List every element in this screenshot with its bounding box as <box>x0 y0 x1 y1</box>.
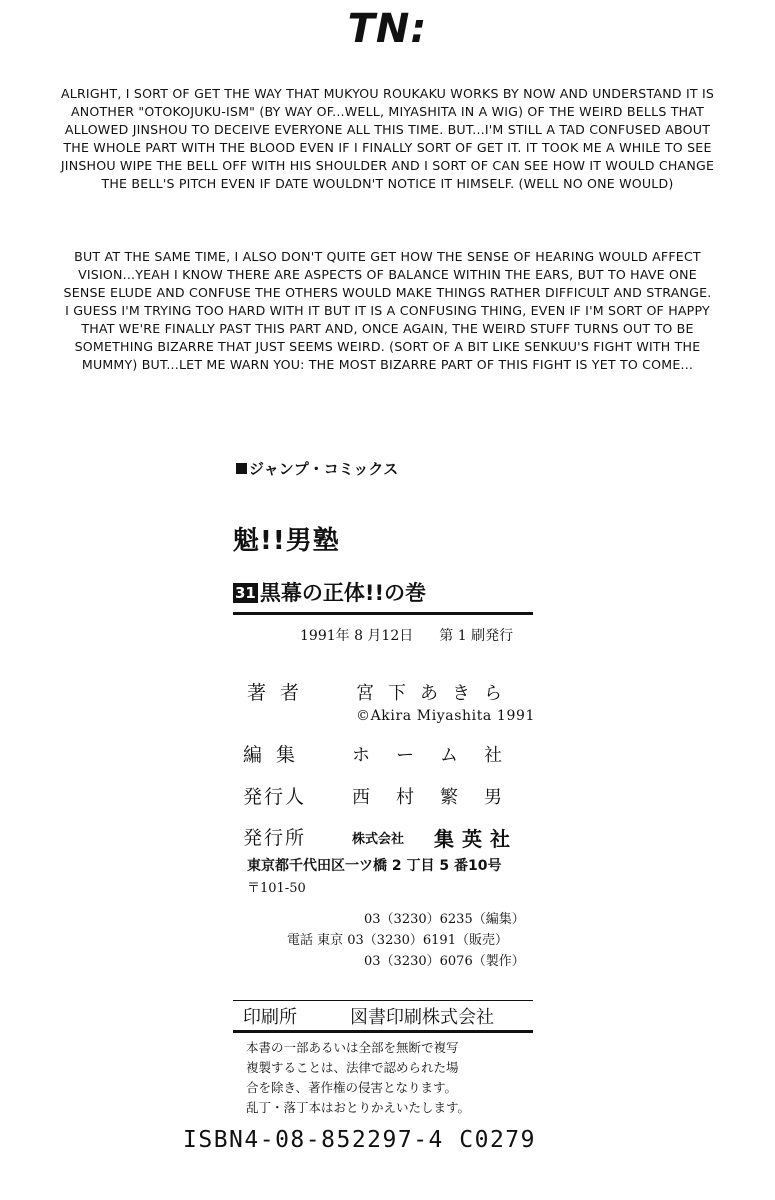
publisher-address: 東京都千代田区一ツ橋 2 丁目 5 番10号 <box>247 858 502 874</box>
phone-sales: 電話 東京 03（3230）6191（販売） <box>287 933 508 948</box>
series-label <box>236 458 398 479</box>
author-label: 著者 <box>247 682 314 704</box>
series-text: ジャンプ・コミックス <box>249 460 399 478</box>
volume-title <box>233 577 426 607</box>
translator-note-paragraph-2: BUT AT THE SAME TIME, I ALSO DON'T QUITE GET HOW THE SENSE OF HEARING WOULD AFFECT VISION...YEAH I KNOW THERE ARE ASPECTS OF BALANCE WITHIN THE EARS, BUT TO HAVE ONE SENSE ELUDE AND CONFUSE THE OTHERS WOULD MAKE THINGS RATHER DIFFICULT AND STRANGE. I GUESS I'M TRYING TOO HARD WITH IT BUT IT IS A CONFUSING THING, EVEN IF I'M SORT OF HAPPY THAT WE'RE FINALLY PAST THIS PART AND, ONCE AGAIN, THE WEIRD STUFF TURNS OUT TO BE SOMETHING BIZARRE THAT JUST SEEMS WEIRD. (SORT OF A BIT LIKE SENKUU'S FIGHT WITH THE MUMMY) BUT...LET ME WARN YOU: THE MOST BIZARRE PART OF THIS FIGHT IS YET TO COME... <box>63 249 712 372</box>
copyright-notice <box>246 1038 536 1118</box>
editor-label: 編集 <box>243 744 310 766</box>
notice-line: 合を除き、著作権の侵害となります。 <box>246 1080 458 1095</box>
notice-line: 本書の一部あるいは全部を無断で複写 <box>246 1040 459 1055</box>
publisher-prefix: 株式会社 <box>352 832 405 847</box>
isbn-code: ISBN4-08-852297-4 C0279 <box>183 1127 536 1153</box>
book-title: 魁!!男塾 <box>233 526 340 556</box>
edition-text: 第 1 刷発行 <box>439 628 514 644</box>
divider-bottom <box>233 1030 533 1033</box>
publisher-name: 集英社 <box>434 827 518 851</box>
volume-title-text: 黒幕の正体!!の巻 <box>259 581 427 605</box>
author-name: 宮下あきら <box>356 683 516 704</box>
notice-line: 乱丁・落丁本はおとりかえいたします。 <box>246 1100 471 1115</box>
publication-date <box>300 625 513 645</box>
volume-number-badge: 31 <box>235 584 256 602</box>
copyright-line: ©Akira Miyashita 1991 <box>356 708 535 724</box>
translator-note-paragraph-1: ALRIGHT, I SORT OF GET THE WAY THAT MUKYOU ROUKAKU WORKS BY NOW AND UNDERSTAND IT IS ANOTHER "OTOKOJUKU-ISM" (BY WAY OF...WELL, MIYASHITA IN A WIG) OF THE WEIRD BELLS THAT ALLOWED JINSHOU TO DECEIVE EVERYONE ALL THIS TIME. BUT...I'M STILL A TAD CONFUSED ABOUT THE WHOLE PART WITH THE BLOOD EVEN IF I FINALLY SORT OF GET IT. IT TOOK ME A WHILE TO SEE JINSHOU WIPE THE BELL OFF WITH HIS SHOULDER AND I SORT OF CAN SEE HOW IT WOULD CHANGE THE BELL'S PITCH EVEN IF DATE WOULDN'T NOTICE IT HIMSELF. (WELL NO ONE WOULD) <box>60 86 715 191</box>
translator-note-title: TN: <box>347 6 428 52</box>
postal-code: 〒101-50 <box>247 881 306 896</box>
publisher-person-name: 西村繁男 <box>352 787 528 808</box>
phone-production: 03（3230）6076（製作） <box>364 954 525 969</box>
date-text: 1991年 8 月12日 <box>300 628 414 644</box>
editor-name: ホーム社 <box>352 745 528 766</box>
divider-top <box>233 612 533 615</box>
phone-editorial: 03（3230）6235（編集） <box>364 912 525 927</box>
printer-label: 印刷所 <box>243 1007 297 1028</box>
publisher-label: 発行所 <box>243 827 307 849</box>
divider-middle <box>233 1000 533 1001</box>
square-bullet-icon <box>236 463 247 474</box>
notice-line: 複製することは、法律で認められた場 <box>246 1060 459 1075</box>
publisher-person-label: 発行人 <box>243 786 307 808</box>
printer-name: 図書印刷株式会社 <box>350 1007 494 1028</box>
